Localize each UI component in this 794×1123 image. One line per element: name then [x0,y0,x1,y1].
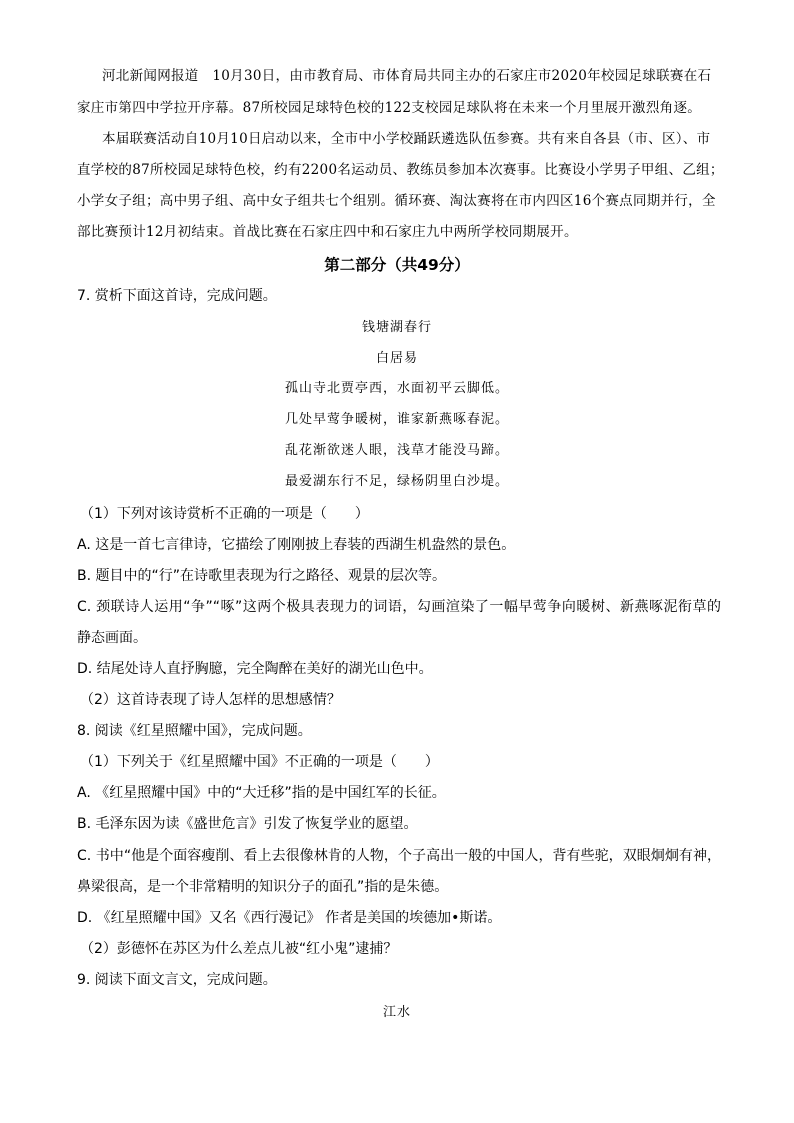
q8-option-d: D. 《红星照耀中国》又名《西行漫记》 作者是美国的埃德加•斯诺。 [77,910,502,926]
q7-option-c-line-1: C. 颈联诗人运用“争”“啄”这两个极具表现力的词语，勾画渲染了一幅早莺争向暖树、新燕啄泥衔草的 [77,599,721,615]
poem-line-4: 最爱湖东行不足，绿杨阴里白沙堤。 [284,474,509,489]
q8-option-b: B. 毛泽东因为读《盛世危言》引发了恢复学业的愿望。 [77,816,418,832]
q7-option-c-line-2: 静态画面。 [77,630,147,646]
q7-option-a: A. 这是一首七言律诗，它描绘了刚刚披上春装的西湖生机盎然的景色。 [77,537,516,553]
news-paragraph-1-line-1: 河北新闻网报道 10月30日，由市教育局、市体育局共同主办的石家庄市2020年校园足球联赛在石 [102,68,712,84]
q7-option-b: B. 题目中的“行”在诗歌里表现为行之路径、观景的层次等。 [77,568,447,584]
q9-passage-title: 江水 [382,1005,411,1020]
q8-option-c-line-1: C. 书中“他是个面容瘦削、看上去很像林肯的人物，个子高出一般的中国人，背有些驼，双眼炯炯有神， [77,848,721,864]
q8-option-a: A. 《红星照耀中国》中的“大迁移”指的是中国红军的长征。 [77,785,446,801]
poem-author: 白居易 [375,351,418,366]
poem-line-3: 乱花渐欲迷人眼，浅草才能没马蹄。 [284,443,509,458]
q8-sub2: （2）彭德怀在苏区为什么差点儿被“红小鬼”逮捕？ [80,941,398,957]
news-paragraph-2-line-2: 直学校的87所校园足球特色校，约有2200名运动员、教练员参加本次赛事。比赛设小学男子甲组、乙组； [77,162,724,178]
q7-sub2: （2）这首诗表现了诗人怎样的思想感情？ [80,692,341,708]
part2-heading: 第二部分（共49分） [324,256,470,274]
q7-sub1: （1）下列对该诗赏析不正确的一项是（ ） [80,506,369,522]
q8-sub1: （1）下列关于《红星照耀中国》不正确的一项是（ ） [80,754,439,770]
q7-stem: 7. 赏析下面这首诗，完成问题。 [77,288,277,304]
poem-line-2: 几处早莺争暖树，谁家新燕啄春泥。 [284,412,509,427]
q8-stem: 8. 阅读《红星照耀中国》，完成问题。 [77,723,312,739]
poem-line-1: 孤山寺北贾亭西，水面初平云脚低。 [284,381,509,396]
poem-title: 钱塘湖春行 [361,320,432,335]
q8-option-c-line-2: 鼻梁很高，是一个非常精明的知识分子的面孔”指的是朱德。 [77,879,449,895]
q7-option-d: D. 结尾处诗人直抒胸臆，完全陶醉在美好的湖光山色中。 [77,661,433,677]
news-paragraph-1-line-2: 家庄市第四中学拉开序幕。87所校园足球特色校的122支校园足球队将在未来一个月里展开激烈角逐。 [77,100,702,116]
q9-stem: 9. 阅读下面文言文，完成问题。 [77,972,277,988]
news-paragraph-2-line-4: 部比赛预计12月初结束。首战比赛在石家庄四中和石家庄九中两所学校同期展开。 [77,224,578,240]
news-paragraph-2-line-3: 小学女子组；高中男子组、高中女子组共七个组别。循环赛、淘汰赛将在市内四区16个赛点同期并行，全 [77,193,716,209]
news-paragraph-2-line-1: 本届联赛活动自10月10日启动以来，全市中小学校踊跃遴选队伍参赛。共有来自各县（市、区）、市 [102,131,711,147]
